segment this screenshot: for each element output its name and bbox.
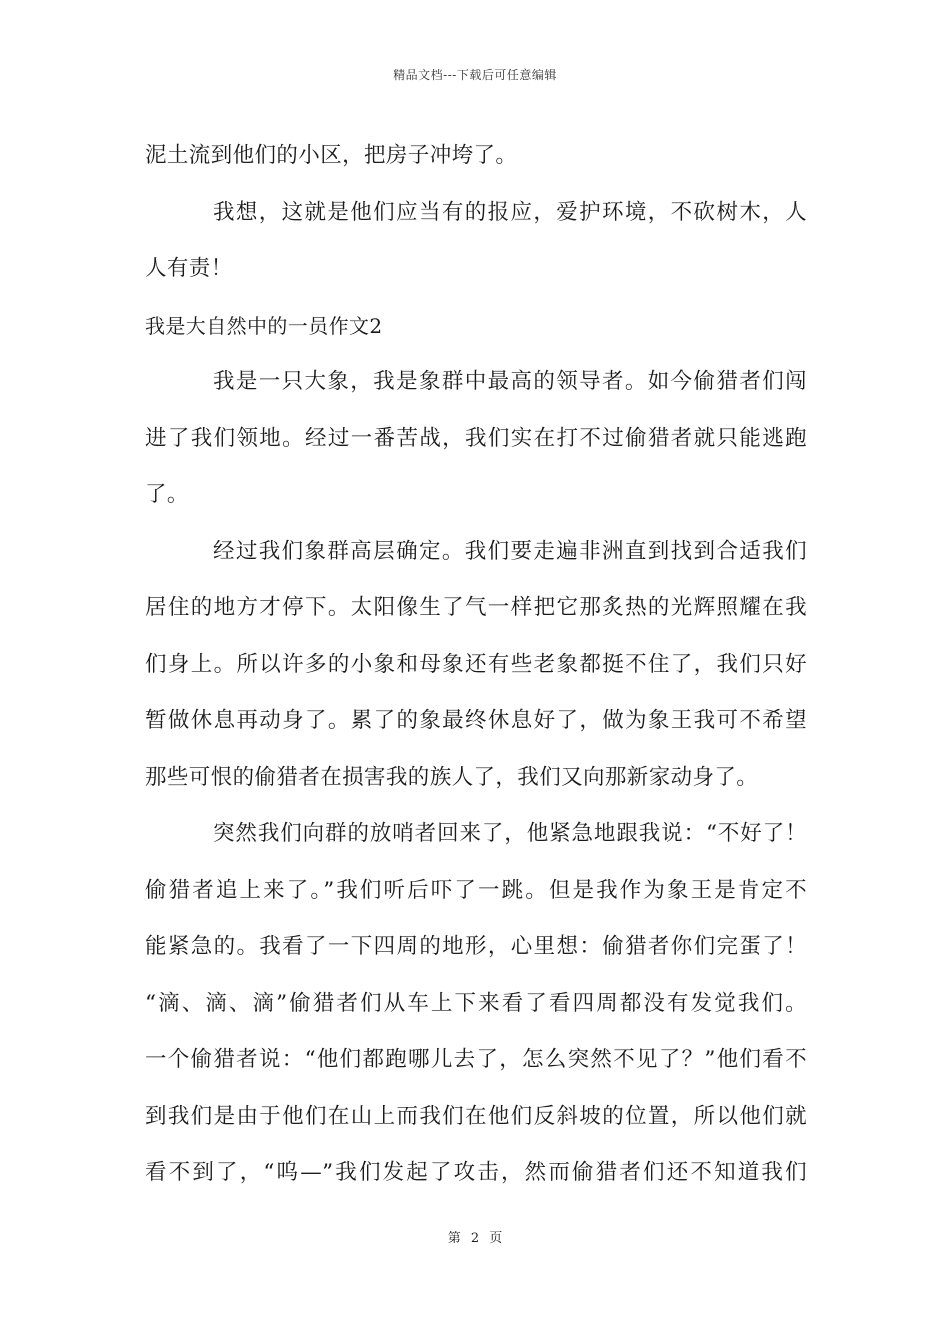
text-line: 进了我们领地。经过一番苦战，我们实在打不过偷猎者就只能逃跑 [145, 425, 807, 451]
text-line: 暂做休息再动身了。累了的象最终休息好了，做为象王我可不希望 [145, 708, 807, 733]
text-line: 人有责！ [145, 256, 233, 281]
page-footer [0, 1227, 950, 1246]
paragraph-first-line: 我想，这就是他们应当有的报应，爱护环境，不砍树木，人 [213, 199, 807, 225]
paragraph-first-line: 经过我们象群高层确定。我们要走遍非洲直到找到合适我们 [213, 538, 807, 564]
page-label-suffix: 页 [489, 1231, 503, 1246]
text-line: 了。 [145, 482, 189, 507]
text-line: 看不到了，“呜—”我们发起了攻击，然而偷猎者们还不知道我们 [145, 1160, 807, 1185]
section-heading: 我是大自然中的一员作文2 [145, 313, 383, 338]
page-header: 精品文档---下载后可任意编辑 [393, 68, 557, 82]
page-number: 2 [470, 1231, 480, 1246]
text-line: 能紧急的。我看了一下四周的地形，心里想：偷猎者你们完蛋了！ [145, 934, 807, 959]
text-line: 泥土流到他们的小区，把房子冲垮了。 [145, 143, 518, 168]
text-line: 那些可恨的偷猎者在损害我的族人了，我们又向那新家动身了。 [145, 764, 759, 790]
text-line: 偷猎者追上来了。”我们听后吓了一跳。但是我作为象王是肯定不 [145, 877, 807, 903]
text-line: 们身上。所以许多的小象和母象还有些老象都挺不住了，我们只好 [145, 651, 807, 677]
page-label-prefix: 第 [447, 1231, 461, 1246]
document-body [145, 128, 807, 1202]
text-line: 居住的地方才停下。太阳像生了气一样把它那炙热的光辉照耀在我 [145, 595, 807, 620]
paragraph-first-line: 我是一只大象，我是象群中最高的领导者。如今偷猎者们闯 [213, 369, 807, 394]
paragraph-first-line: 突然我们向群的放哨者回来了，他紧急地跟我说：“不好了！ [213, 821, 807, 846]
text-line: “滴、滴、滴”偷猎者们从车上下来看了看四周都没有发觉我们。 [145, 990, 807, 1016]
text-line: 一个偷猎者说：“他们都跑哪儿去了，怎么突然不见了？”他们看不 [145, 1047, 807, 1072]
text-line: 到我们是由于他们在山上而我们在他们反斜坡的位置，所以他们就 [145, 1103, 807, 1129]
